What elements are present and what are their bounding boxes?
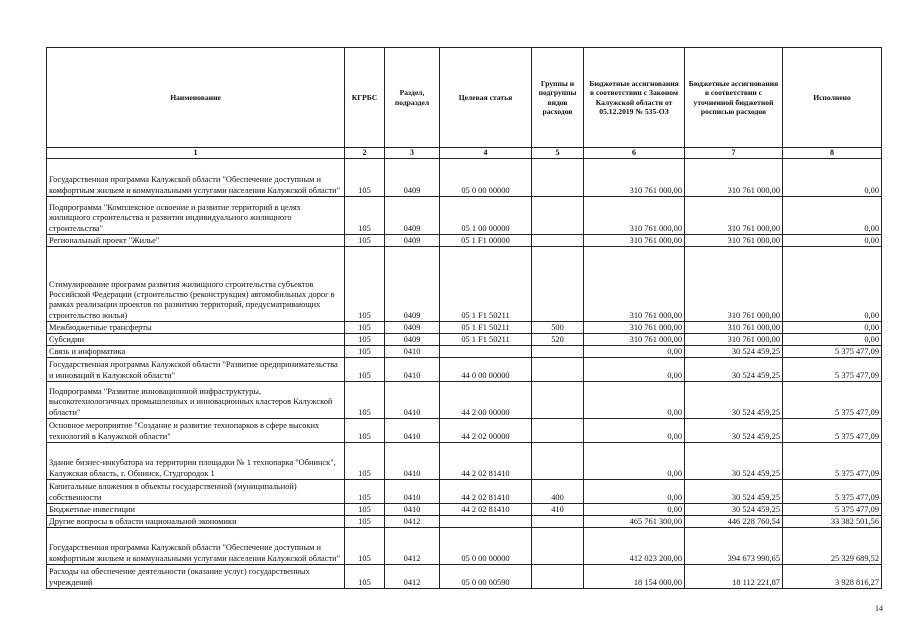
row-law-amount: 310 761 000,00 <box>584 246 685 321</box>
row-name: Подпрограмма "Комплексное освоение и развитие территорий в целях жилищного строительства и развития индивидуального жилищного строительства" <box>47 196 345 234</box>
row-target: 05 1 00 00000 <box>440 196 532 234</box>
row-revised-amount: 446 228 760,54 <box>685 515 783 527</box>
row-group <box>532 158 584 196</box>
column-number: 5 <box>532 148 584 159</box>
table-row <box>47 515 882 527</box>
row-section: 0409 <box>385 333 440 345</box>
row-section: 0410 <box>385 479 440 503</box>
row-law-amount: 310 761 000,00 <box>584 158 685 196</box>
row-name: Расходы на обеспечение деятельности (оказание услуг) государственных учреждений <box>47 564 345 588</box>
row-target: 05 1 F1 00000 <box>440 234 532 246</box>
header-kgrbs: КГРБС <box>345 48 385 148</box>
table-row <box>47 321 882 333</box>
row-law-amount: 310 761 000,00 <box>584 333 685 345</box>
column-number: 1 <box>47 148 345 159</box>
header-target: Целевая статья <box>440 48 532 148</box>
row-target: 05 0 00 00000 <box>440 158 532 196</box>
column-number: 8 <box>783 148 882 159</box>
table-row <box>47 345 882 357</box>
row-kgrbs: 105 <box>345 234 385 246</box>
row-group <box>532 196 584 234</box>
row-section: 0409 <box>385 234 440 246</box>
row-executed-amount: 3 928 816,27 <box>783 564 882 588</box>
row-target: 44 0 00 00000 <box>440 357 532 381</box>
row-law-amount: 0,00 <box>584 418 685 442</box>
row-executed-amount: 0,00 <box>783 246 882 321</box>
row-section: 0412 <box>385 564 440 588</box>
row-section: 0410 <box>385 381 440 418</box>
row-executed-amount: 0,00 <box>783 158 882 196</box>
table-row <box>47 357 882 381</box>
row-executed-amount: 25 329 689,52 <box>783 527 882 564</box>
table-row <box>47 381 882 418</box>
header-revised: Бюджетные ассигнования в соответствии с уточненной бюджетной росписью расходов <box>685 48 783 148</box>
row-section: 0409 <box>385 321 440 333</box>
header-row <box>47 48 882 148</box>
row-revised-amount: 310 761 000,00 <box>685 321 783 333</box>
row-revised-amount: 30 524 459,25 <box>685 479 783 503</box>
row-revised-amount: 310 761 000,00 <box>685 196 783 234</box>
row-name: Межбюджетные трансферты <box>47 321 345 333</box>
row-executed-amount: 33 382 501,56 <box>783 515 882 527</box>
row-kgrbs: 105 <box>345 442 385 479</box>
row-group <box>532 345 584 357</box>
row-target: 05 0 00 00590 <box>440 564 532 588</box>
row-kgrbs: 105 <box>345 418 385 442</box>
row-law-amount: 412 023 200,00 <box>584 527 685 564</box>
row-law-amount: 465 761 300,00 <box>584 515 685 527</box>
row-target: 05 1 F1 50211 <box>440 321 532 333</box>
table-row <box>47 442 882 479</box>
row-executed-amount: 0,00 <box>783 234 882 246</box>
column-number: 4 <box>440 148 532 159</box>
row-section: 0410 <box>385 503 440 515</box>
table-row <box>47 333 882 345</box>
page-number: 14 <box>875 604 883 613</box>
row-group: 400 <box>532 479 584 503</box>
row-target <box>440 515 532 527</box>
table-row <box>47 234 882 246</box>
row-group <box>532 234 584 246</box>
row-law-amount: 310 761 000,00 <box>584 196 685 234</box>
row-name: Государственная программа Калужской области "Обеспечение доступным и комфортным жильем и коммунальными услугами населения Калужской области" <box>47 527 345 564</box>
row-group <box>532 442 584 479</box>
header-executed: Исполнено <box>783 48 882 148</box>
row-kgrbs: 105 <box>345 158 385 196</box>
row-law-amount: 0,00 <box>584 503 685 515</box>
header-group: Группы и подгруппы видов расходов <box>532 48 584 148</box>
table-row <box>47 527 882 564</box>
row-section: 0409 <box>385 196 440 234</box>
row-group: 410 <box>532 503 584 515</box>
row-kgrbs: 105 <box>345 321 385 333</box>
header-law: Бюджетные ассигнования в соответствии с Законом Калужской области от 05.12.2019 № 535-ОЗ <box>584 48 685 148</box>
row-name: Субсидии <box>47 333 345 345</box>
row-group <box>532 246 584 321</box>
row-name: Связь и информатика <box>47 345 345 357</box>
row-target: 05 0 00 00000 <box>440 527 532 564</box>
row-target: 44 2 00 00000 <box>440 381 532 418</box>
row-executed-amount: 0,00 <box>783 196 882 234</box>
row-group <box>532 564 584 588</box>
row-executed-amount: 0,00 <box>783 333 882 345</box>
row-revised-amount: 394 673 990,65 <box>685 527 783 564</box>
row-group <box>532 515 584 527</box>
budget-table <box>46 47 882 589</box>
column-number: 7 <box>685 148 783 159</box>
row-revised-amount: 310 761 000,00 <box>685 333 783 345</box>
row-executed-amount: 0,00 <box>783 321 882 333</box>
row-revised-amount: 30 524 459,25 <box>685 357 783 381</box>
row-group <box>532 418 584 442</box>
header-name: Наименование <box>47 48 345 148</box>
row-section: 0412 <box>385 515 440 527</box>
row-executed-amount: 5 375 477,09 <box>783 345 882 357</box>
row-law-amount: 0,00 <box>584 479 685 503</box>
row-executed-amount: 5 375 477,09 <box>783 381 882 418</box>
table-row <box>47 246 882 321</box>
column-number: 3 <box>385 148 440 159</box>
row-group: 520 <box>532 333 584 345</box>
row-kgrbs: 105 <box>345 345 385 357</box>
row-section: 0410 <box>385 345 440 357</box>
row-target: 44 2 02 00000 <box>440 418 532 442</box>
row-kgrbs: 105 <box>345 503 385 515</box>
row-name: Здание бизнес-инкубатора на территории площадки № 1 технопарка "Обнинск", Калужская область, г. Обнинск, Студгородок 1 <box>47 442 345 479</box>
row-revised-amount: 310 761 000,00 <box>685 246 783 321</box>
row-executed-amount: 5 375 477,09 <box>783 479 882 503</box>
header-section: Раздел, подраздел <box>385 48 440 148</box>
row-kgrbs: 105 <box>345 333 385 345</box>
row-name: Капитальные вложения в объекты государственной (муниципальной) собственности <box>47 479 345 503</box>
row-target <box>440 345 532 357</box>
table-row <box>47 479 882 503</box>
row-name: Региональный проект "Жилье" <box>47 234 345 246</box>
row-section: 0412 <box>385 527 440 564</box>
row-kgrbs: 105 <box>345 357 385 381</box>
row-section: 0409 <box>385 246 440 321</box>
row-section: 0409 <box>385 158 440 196</box>
table-row <box>47 503 882 515</box>
row-kgrbs: 105 <box>345 527 385 564</box>
row-revised-amount: 30 524 459,25 <box>685 503 783 515</box>
row-revised-amount: 30 524 459,25 <box>685 345 783 357</box>
row-kgrbs: 105 <box>345 196 385 234</box>
row-group <box>532 381 584 418</box>
row-executed-amount: 5 375 477,09 <box>783 418 882 442</box>
row-kgrbs: 105 <box>345 246 385 321</box>
table-row <box>47 158 882 196</box>
row-revised-amount: 30 524 459,25 <box>685 442 783 479</box>
row-group <box>532 357 584 381</box>
row-revised-amount: 310 761 000,00 <box>685 234 783 246</box>
row-executed-amount: 5 375 477,09 <box>783 503 882 515</box>
row-name: Бюджетные инвестиции <box>47 503 345 515</box>
row-target: 44 2 02 81410 <box>440 503 532 515</box>
row-law-amount: 0,00 <box>584 345 685 357</box>
row-group <box>532 527 584 564</box>
row-revised-amount: 310 761 000,00 <box>685 158 783 196</box>
row-name: Государственная программа Калужской области "Обеспечение доступным и комфортным жильем и коммунальными услугами населения Калужской области" <box>47 158 345 196</box>
row-name: Другие вопросы в области национальной экономики <box>47 515 345 527</box>
column-number-row <box>47 148 882 159</box>
row-revised-amount: 30 524 459,25 <box>685 418 783 442</box>
row-name: Основное мероприятие "Создание и развитие технопарков в сфере высоких технологий в Калужской области" <box>47 418 345 442</box>
row-name: Подпрограмма "Развитие инновационной инфраструктуры, высокотехнологичных промышленных и инновационных кластеров Калужской области" <box>47 381 345 418</box>
row-section: 0410 <box>385 442 440 479</box>
row-target: 44 2 02 81410 <box>440 442 532 479</box>
row-kgrbs: 105 <box>345 479 385 503</box>
row-section: 0410 <box>385 357 440 381</box>
row-section: 0410 <box>385 418 440 442</box>
row-target: 05 1 F1 50211 <box>440 246 532 321</box>
table-row <box>47 418 882 442</box>
row-executed-amount: 5 375 477,09 <box>783 442 882 479</box>
row-name: Государственная программа Калужской области "Развитие предпринимательства и инноваций в Калужской области" <box>47 357 345 381</box>
row-group: 500 <box>532 321 584 333</box>
row-law-amount: 310 761 000,00 <box>584 234 685 246</box>
row-revised-amount: 18 112 221,87 <box>685 564 783 588</box>
row-revised-amount: 30 524 459,25 <box>685 381 783 418</box>
row-name: Стимулирование программ развития жилищного строительства субъектов Российской Федерации (строительство (реконструкция) автомобильных дорог в рамках реализации проектов по развитию территорий, предусматривающих строительство жилья) <box>47 246 345 321</box>
row-kgrbs: 105 <box>345 515 385 527</box>
row-law-amount: 0,00 <box>584 442 685 479</box>
row-kgrbs: 105 <box>345 564 385 588</box>
row-law-amount: 18 154 000,00 <box>584 564 685 588</box>
row-law-amount: 0,00 <box>584 357 685 381</box>
column-number: 2 <box>345 148 385 159</box>
column-number: 6 <box>584 148 685 159</box>
row-target: 44 2 02 81410 <box>440 479 532 503</box>
row-target: 05 1 F1 50211 <box>440 333 532 345</box>
table-row <box>47 196 882 234</box>
row-law-amount: 310 761 000,00 <box>584 321 685 333</box>
table-row <box>47 564 882 588</box>
row-law-amount: 0,00 <box>584 381 685 418</box>
row-kgrbs: 105 <box>345 381 385 418</box>
row-executed-amount: 5 375 477,09 <box>783 357 882 381</box>
